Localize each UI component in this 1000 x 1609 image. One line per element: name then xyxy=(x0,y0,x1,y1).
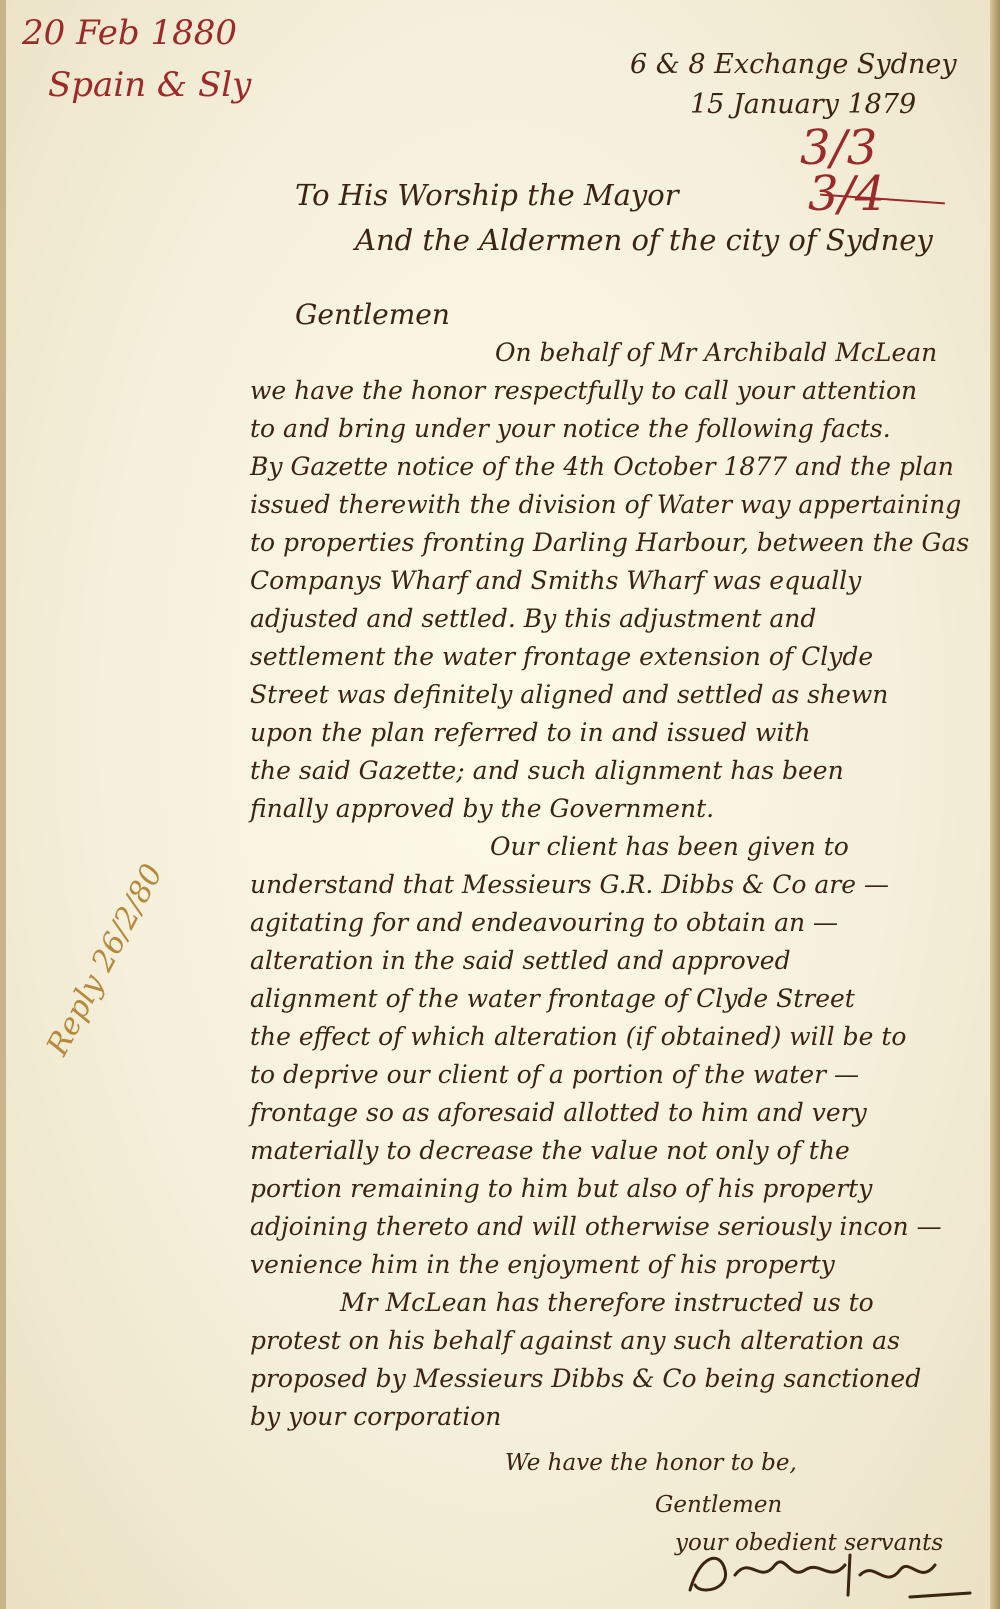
body-line: finally approved by the Government. xyxy=(250,794,715,823)
body-line: upon the plan referred to in and issued with xyxy=(250,718,811,747)
header-date: 15 January 1879 xyxy=(690,89,917,120)
body-line: by your corporation xyxy=(250,1402,502,1431)
margin-date: 20 Feb 1880 xyxy=(22,13,238,53)
body-line: venience him in the enjoyment of his property xyxy=(250,1250,835,1279)
margin-name: Spain & Sly xyxy=(48,65,252,105)
body-line: materially to decrease the value not only of the xyxy=(250,1136,850,1165)
body-line: to deprive our client of a portion of the water — xyxy=(250,1060,860,1089)
body-line: Mr McLean has therefore instructed us to xyxy=(340,1288,874,1317)
body-line: By Gazette notice of the 4th October 1877 and the plan xyxy=(250,452,954,481)
page-edge-right xyxy=(990,0,1000,1609)
body-line: to properties fronting Darling Harbour, between the Gas xyxy=(250,528,970,557)
salutation: Gentlemen xyxy=(295,298,450,331)
closing-line-2: Gentlemen xyxy=(655,1492,783,1518)
body-line: understand that Messieurs G.R. Dibbs & Co are — xyxy=(250,870,889,899)
body-line: portion remaining to him but also of his property xyxy=(250,1174,873,1203)
closing-line-3: your obedient servants xyxy=(675,1530,944,1556)
body-line: adjoining thereto and will otherwise seriously incon — xyxy=(250,1212,942,1241)
body-line: Our client has been given to xyxy=(490,832,849,861)
page-edge-left xyxy=(0,0,6,1609)
registry-number-1: 3/3 xyxy=(800,120,878,176)
body-line: to and bring under your notice the following facts. xyxy=(250,414,891,443)
body-line: we have the honor respectfully to call your attention xyxy=(250,376,918,405)
body-line: Companys Wharf and Smiths Wharf was equally xyxy=(250,566,862,595)
body-line: the effect of which alteration (if obtained) will be to xyxy=(250,1022,907,1051)
body-line: On behalf of Mr Archibald McLean xyxy=(495,338,938,367)
side-note-reply: Reply 26/2/80 xyxy=(40,858,171,1062)
body-line: adjusted and settled. By this adjustment and xyxy=(250,604,817,633)
body-line: the said Gazette; and such alignment has been xyxy=(250,756,844,785)
body-line: alignment of the water frontage of Clyde Street xyxy=(250,984,855,1013)
header-address: 6 & 8 Exchange Sydney xyxy=(630,49,957,80)
body-line: issued therewith the division of Water way appertaining xyxy=(250,490,962,519)
addressee-line-1: To His Worship the Mayor xyxy=(295,178,679,212)
body-line: Street was definitely aligned and settled as shewn xyxy=(250,680,889,709)
body-line: protest on his behalf against any such alteration as xyxy=(250,1326,900,1355)
body-line: agitating for and endeavouring to obtain an — xyxy=(250,908,839,937)
body-line: frontage so as aforesaid allotted to him and very xyxy=(250,1098,867,1127)
body-line: proposed by Messieurs Dibbs & Co being sanctioned xyxy=(250,1364,922,1393)
body-line: settlement the water frontage extension of Clyde xyxy=(250,642,874,671)
body-line: alteration in the said settled and approved xyxy=(250,946,791,975)
registry-number-2: 3/4 xyxy=(808,166,886,222)
addressee-line-2: And the Aldermen of the city of Sydney xyxy=(355,223,933,257)
signature xyxy=(680,1535,980,1605)
closing-line-1: We have the honor to be, xyxy=(505,1450,797,1476)
